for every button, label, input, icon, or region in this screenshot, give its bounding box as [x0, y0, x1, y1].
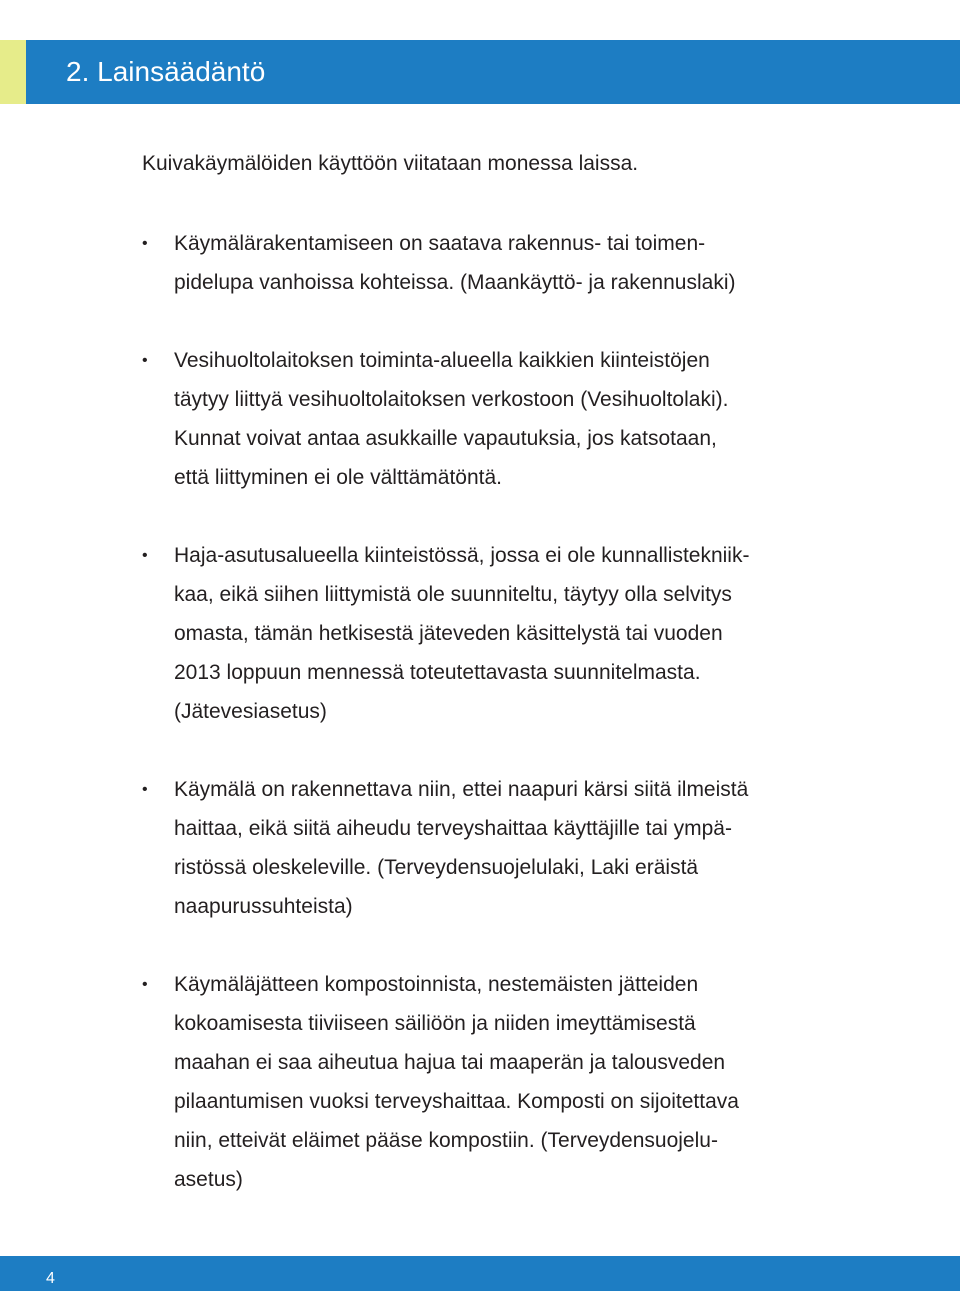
bullet-dot-icon: • — [142, 547, 148, 564]
bullet-text-line: Kunnat voivat antaa asukkaille vapautuksia, jos katsotaan, — [174, 427, 717, 450]
bullet-text-line: kokoamisesta tiiviiseen säiliöön ja niiden imeyttämisestä — [174, 1012, 696, 1035]
page-number: 4 — [46, 1270, 55, 1287]
bullet-text-line: Haja-asutusalueella kiinteistössä, jossa ei ole kunnallistekniik- — [174, 544, 750, 567]
intro-paragraph: Kuivakäymälöiden käyttöön viitataan monessa laissa. — [142, 152, 639, 175]
list-item — [142, 341, 842, 497]
bullet-text-line: Käymäläjätteen kompostoinnista, nestemäisten jätteiden — [174, 973, 699, 996]
bullet-text-line: Käymälärakentamiseen on saatava rakennus- tai toimen- — [174, 232, 706, 255]
bullet-dot-icon: • — [142, 235, 148, 252]
bullet-text-line: maahan ei saa aiheutua hajua tai maaperän ja talousveden — [174, 1051, 726, 1074]
bullet-text-line: Vesihuoltolaitoksen toiminta-alueella kaikkien kiinteistöjen — [174, 349, 710, 372]
footer-band — [0, 1256, 960, 1291]
list-item — [142, 770, 842, 926]
legislation-bullet-list — [142, 224, 842, 1238]
list-item — [142, 536, 842, 731]
list-item — [142, 965, 842, 1199]
bullet-dot-icon: • — [142, 352, 148, 369]
bullet-text-line: niin, etteivät eläimet pääse kompostiin. (Terveydensuojelu- — [174, 1129, 718, 1152]
bullet-dot-icon: • — [142, 976, 148, 993]
bullet-text-line: haittaa, eikä siitä aiheudu terveyshaittaa käyttäjille tai ympä- — [174, 817, 732, 840]
bullet-text-line: pilaantumisen vuoksi terveyshaittaa. Komposti on sijoitettava — [174, 1090, 739, 1113]
list-item — [142, 224, 842, 302]
bullet-text-line: 2013 loppuun mennessä toteutettavasta suunnitelmasta. — [174, 661, 701, 684]
bullet-text-line: (Jätevesiasetus) — [174, 700, 327, 723]
bullet-text-line: ristössä oleskeleville. (Terveydensuojelulaki, Laki eräistä — [174, 856, 699, 879]
section-header-band — [0, 40, 960, 104]
bullet-text-line: täytyy liittyä vesihuoltolaitoksen verkostoon (Vesihuoltolaki). — [174, 388, 729, 411]
bullet-text-line: naapurussuhteista) — [174, 895, 353, 918]
bullet-text-line: pidelupa vanhoissa kohteissa. (Maankäyttö- ja rakennuslaki) — [174, 271, 736, 294]
bullet-text-line: Käymälä on rakennettava niin, ettei naapuri kärsi siitä ilmeistä — [174, 778, 749, 801]
bullet-text-line: kaa, eikä siihen liittymistä ole suunniteltu, täytyy olla selvitys — [174, 583, 732, 606]
header-accent-stripe — [0, 40, 26, 104]
bullet-text-line: asetus) — [174, 1168, 243, 1191]
bullet-text-line: että liittyminen ei ole välttämätöntä. — [174, 466, 503, 489]
section-title: 2. Lainsäädäntö — [66, 56, 266, 87]
bullet-dot-icon: • — [142, 781, 148, 798]
bullet-text-line: omasta, tämän hetkisestä jäteveden käsittelystä tai vuoden — [174, 622, 723, 645]
